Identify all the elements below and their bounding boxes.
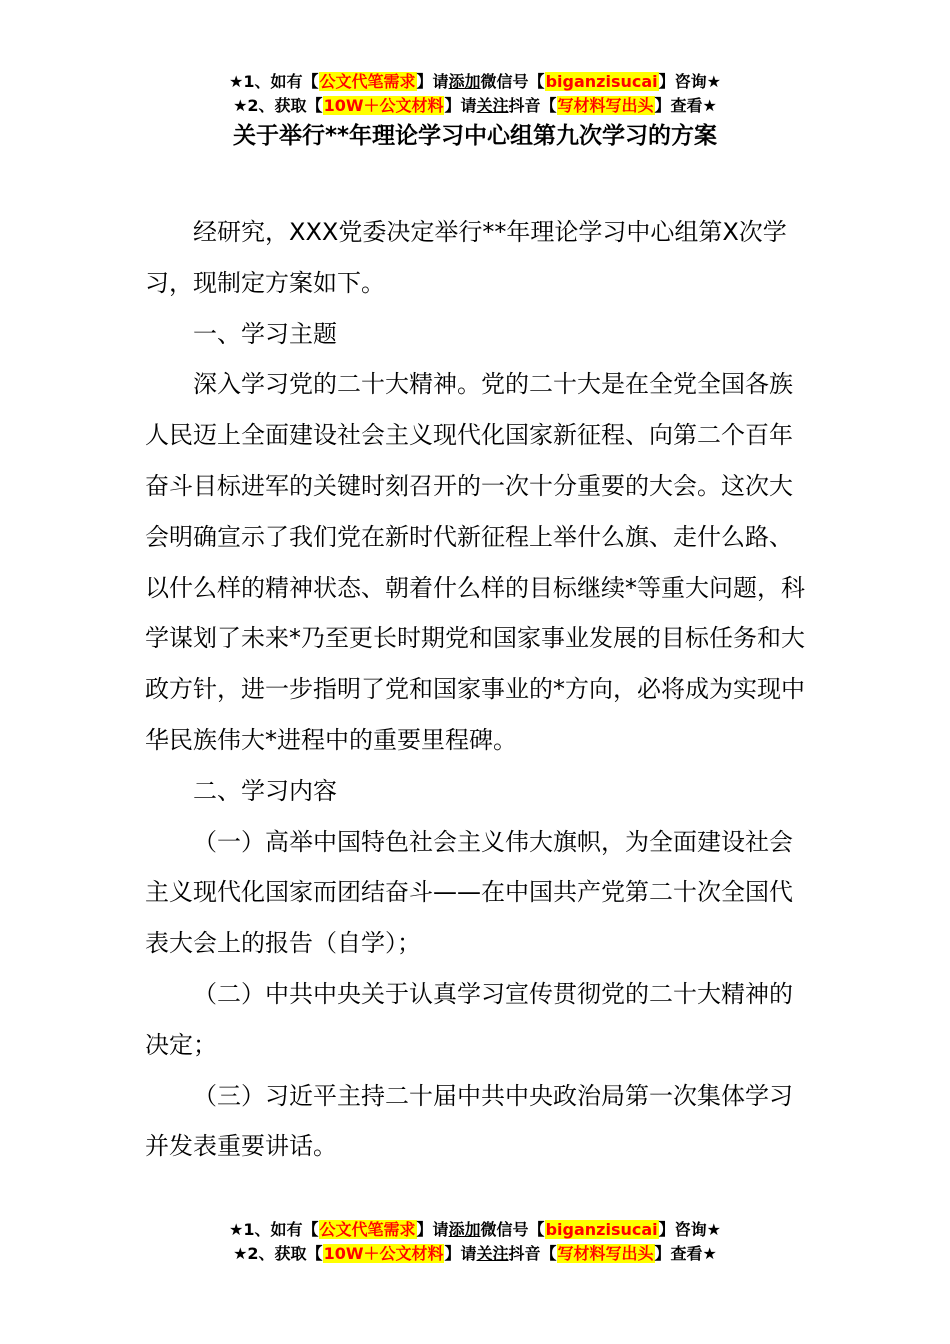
banner-highlight-materials: 10W＋公文材料 bbox=[323, 96, 444, 115]
banner-highlight-wechat-id: biganzisucai bbox=[545, 72, 658, 91]
section-heading-theme: 一、学习主题 bbox=[193, 319, 337, 348]
content-item-3: （三）习近平主持二十届中共中央政治局第一次集体学习并发表重要讲话。 bbox=[145, 1081, 793, 1161]
banner-highlight-service: 公文代笔需求 bbox=[319, 72, 416, 91]
banner-highlight-douyin: 写材料写出头 bbox=[557, 1244, 654, 1263]
banner-line-2: ★2、获取【10W＋公文材料】请关注抖音【写材料写出头】查看★ bbox=[233, 1244, 717, 1263]
content-item-1: （一）高举中国特色社会主义伟大旗帜，为全面建设社会主义现代化国家而团结奋斗——在中国共产党第二十次全国代表大会上的报告（自学）； bbox=[145, 827, 793, 958]
theme-paragraph: 深入学习党的二十大精神。党的二十大是在全党全国各族人民迈上全面建设社会主义现代化国家新征程、向第二个百年奋斗目标进军的关键时刻召开的一次十分重要的大会。这次大会明确宣示了我们党在新时代新征程上举什么旗、走什么路、以什么样的精神状态、朝着什么样的目标继续*等重大问题，科学谋划了未来*乃至更长时期党和国家事业发展的目标任务和大政方针，进一步指明了党和国家事业的*方向，必将成为实现中华民族伟大*进程中的重要里程碑。 bbox=[145, 370, 805, 754]
banner-highlight-service: 公文代笔需求 bbox=[319, 1220, 416, 1239]
document-title: 关于举行**年理论学习中心组第九次学习的方案 bbox=[232, 123, 718, 149]
banner-highlight-wechat-id: biganzisucai bbox=[545, 1220, 658, 1239]
banner-line-1: ★1、如有【公文代笔需求】请添加微信号【biganzisucai】咨询★ bbox=[229, 1220, 721, 1239]
bottom-banner bbox=[0, 1218, 950, 1266]
document-body bbox=[145, 207, 810, 1172]
banner-line-2: ★2、获取【10W＋公文材料】请关注抖音【写材料写出头】查看★ bbox=[233, 96, 717, 115]
section-heading-content: 二、学习内容 bbox=[193, 776, 337, 805]
top-banner bbox=[0, 70, 950, 118]
intro-paragraph: 经研究，XXX党委决定举行**年理论学习中心组第X次学习，现制定方案如下。 bbox=[145, 218, 787, 297]
banner-highlight-douyin: 写材料写出头 bbox=[557, 96, 654, 115]
banner-highlight-materials: 10W＋公文材料 bbox=[323, 1244, 444, 1263]
content-item-2: （二）中共中央关于认真学习宣传贯彻党的二十大精神的决定； bbox=[145, 979, 793, 1059]
banner-line-1: ★1、如有【公文代笔需求】请添加微信号【biganzisucai】咨询★ bbox=[229, 72, 721, 91]
